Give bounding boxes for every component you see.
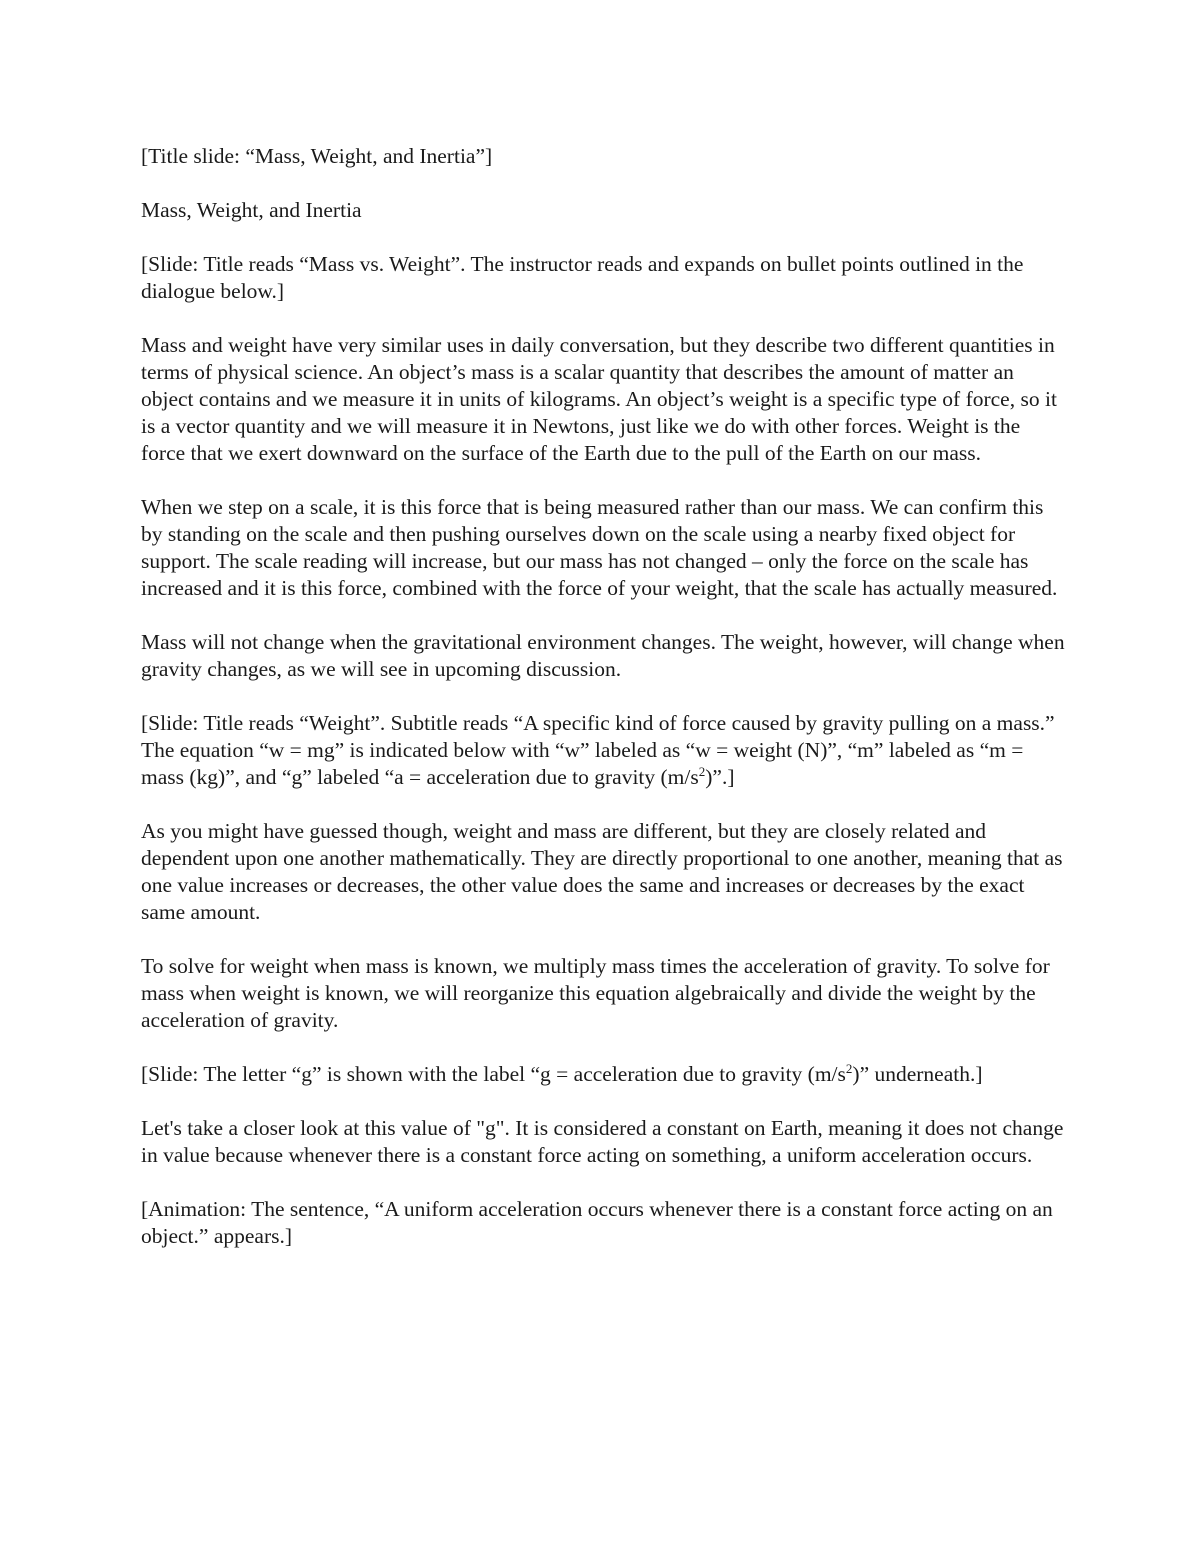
- paragraph-text: To solve for weight when mass is known, we multiply mass times the acceleration of gravity. To solve for mass when weight is known, we will reorganize this equation algebraically and divide the weight by the acceleration of gravity.: [141, 954, 1050, 1032]
- slide-note-weight: [141, 710, 1066, 791]
- paragraph-text: )” underneath.]: [852, 1062, 983, 1086]
- body-paragraph: [141, 953, 1066, 1034]
- superscript: 2: [845, 1060, 853, 1076]
- paragraph-text: [Slide: Title reads “Mass vs. Weight”. The instructor reads and expands on bullet points outlined in the dialogue below.]: [141, 252, 1024, 303]
- paragraph-text: [Title slide: “Mass, Weight, and Inertia”]: [141, 144, 493, 168]
- paragraph-text: When we step on a scale, it is this force that is being measured rather than our mass. We can confirm this by standing on the scale and then pushing ourselves down on the scale using a nearby fixed object for support. The scale reading will increase, but our mass has not changed – only the force on the scale has increased and it is this force, combined with the force of your weight, that the scale has actually measured.: [141, 495, 1058, 600]
- document-body: [141, 143, 1066, 1277]
- body-paragraph: [141, 629, 1066, 683]
- paragraph-text: As you might have guessed though, weight and mass are different, but they are closely related and dependent upon one another mathematically. They are directly proportional to one another, meaning that as one value increases or decreases, the other value does the same and increases or decreases by the exact same amount.: [141, 819, 1063, 924]
- paragraph-text: Let's take a closer look at this value of "g". It is considered a constant on Earth, meaning it does not change in value because whenever there is a constant force acting on something, a uniform acceleration occurs.: [141, 1116, 1064, 1167]
- animation-note: [141, 1196, 1066, 1250]
- slide-note-gravity: [141, 1061, 1066, 1088]
- body-paragraph: [141, 332, 1066, 467]
- body-paragraph: [141, 818, 1066, 926]
- paragraph-text: [Slide: Title reads “Weight”. Subtitle reads “A specific kind of force caused by gravity pulling on a mass.” The equation “w = mg” is indicated below with “w” labeled as “w = weight (N)”, “m” labeled as “m = mass (kg)”, and “g” labeled “a = acceleration due to gravity (m/s: [141, 711, 1055, 789]
- section-heading: [141, 197, 1066, 224]
- paragraph-text: Mass, Weight, and Inertia: [141, 198, 362, 222]
- paragraph-text: [Slide: The letter “g” is shown with the label “g = acceleration due to gravity (m/s: [141, 1062, 846, 1086]
- paragraph-text: Mass will not change when the gravitational environment changes. The weight, however, will change when gravity changes, as we will see in upcoming discussion.: [141, 630, 1065, 681]
- body-paragraph: [141, 1115, 1066, 1169]
- slide-note-title: [141, 143, 1066, 170]
- paragraph-text: )”.]: [705, 765, 735, 789]
- paragraph-text: [Animation: The sentence, “A uniform acceleration occurs whenever there is a constant force acting on an object.” appears.]: [141, 1197, 1053, 1248]
- body-paragraph: [141, 494, 1066, 602]
- paragraph-text: Mass and weight have very similar uses in daily conversation, but they describe two different quantities in terms of physical science. An object’s mass is a scalar quantity that describes the amount of matter an object contains and we measure it in units of kilograms. An object’s weight is a specific type of force, so it is a vector quantity and we will measure it in Newtons, just like we do with other forces. Weight is the force that we exert downward on the surface of the Earth due to the pull of the Earth on our mass.: [141, 333, 1057, 465]
- slide-note-mass-vs-weight: [141, 251, 1066, 305]
- superscript: 2: [698, 763, 706, 779]
